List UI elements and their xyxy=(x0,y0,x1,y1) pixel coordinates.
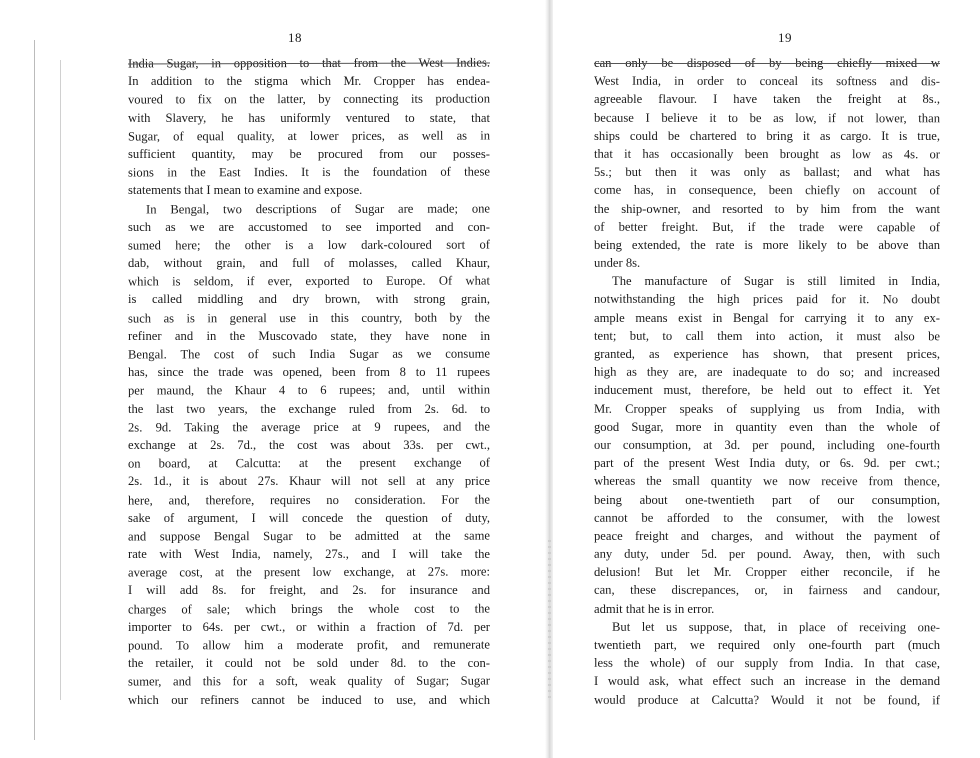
text-line: agreeable flavour. I have taken the freight at 8s., xyxy=(594,92,940,107)
text-line: ample means exist in Bengal for carrying it to any ex- xyxy=(594,310,940,325)
text-line: exchange at 2s. 7d., the cost was about 33s. per cwt., xyxy=(128,437,490,452)
text-line: 5s.; but then it was only as ballast; and what has xyxy=(594,165,940,180)
text-line: which is seldom, if ever, exported to Europe. Of what xyxy=(127,273,491,289)
text-line: can only be disposed of by being chiefly mixed w xyxy=(594,56,940,70)
text-line: sufficient quantity, may be procured from our posses- xyxy=(128,146,490,161)
page-number: 19 xyxy=(778,30,792,45)
text-line: I will add 8s. for freight, and 2s. for insurance and xyxy=(128,583,490,598)
text-line: But let us suppose, that, in place of receiving one- xyxy=(611,619,941,635)
text-line: pound. To allow him a moderate profit, and remunerate xyxy=(127,637,491,653)
text-line: 2s. 1d., it is about 27s. Khaur will not sell at any price xyxy=(128,474,490,489)
text-line: importer to 64s. per cwt., or within a fraction of 7d. per xyxy=(128,619,490,634)
text-line: West India, in order to conceal its softness and dis- xyxy=(593,73,941,89)
text-line: refiner and in the Muscovado state, they have none in xyxy=(128,328,490,343)
page-number: 18 xyxy=(288,30,302,45)
text-line: charges of sale; which brings the whole cost to the xyxy=(127,601,491,617)
text-line: ships could be chartered to bring it as cargo. It is true, xyxy=(594,128,940,143)
text-line: In Bengal, two descriptions of Sugar are made; one xyxy=(145,201,491,216)
page-text xyxy=(128,54,490,709)
text-line: high as they are, are inadequate to do so; and increased xyxy=(593,364,941,380)
text-line: whereas the small quantity we now receive from thence, xyxy=(593,474,941,489)
text-line: statements that I mean to examine and expose. xyxy=(128,183,363,198)
page-edge-line xyxy=(60,60,61,700)
text-line: can, these discrepances, or, in fairness and candour, xyxy=(593,583,941,598)
text-line: admit that he is in error. xyxy=(594,601,715,616)
text-line: on board, at Calcutta: at the present exchange of xyxy=(127,455,491,471)
text-line: rate with West India, namely, 27s., and I will take the xyxy=(128,547,490,562)
text-line: being extended, the rate is more likely to be above than xyxy=(594,237,940,252)
text-line: sumed here; the other is a low dark-coloured sort of xyxy=(127,237,491,253)
text-line: cannot be afforded to the consumer, with the lowest xyxy=(593,510,941,525)
page-text xyxy=(594,54,940,709)
text-line: part of the present West India duty, or 6s. 9d. per cwt.; xyxy=(594,456,940,471)
text-line: dab, without grain, and full of molasses, called Khaur, xyxy=(128,256,490,271)
text-line: inducement must, therefore, be held out to effect it. Yet xyxy=(594,383,940,398)
text-line: less the whole) of our supply from India. In that case, xyxy=(593,655,941,671)
text-line: the last two years, the exchange ruled from 2s. 6d. to xyxy=(128,401,490,416)
text-line: Mr. Cropper speaks of supplying us from India, with xyxy=(593,401,941,416)
text-line: per maund, the Khaur 4 to 6 rupees; and, until within xyxy=(127,382,491,398)
text-line: which our refiners cannot be induced to use, and which xyxy=(128,692,490,707)
text-line: would produce at Calcutta? Would it not be found, if xyxy=(593,692,941,707)
text-line: our consumption, at 3d. per pound, including one-fourth xyxy=(593,437,941,453)
text-line: of better freight. But, if the trade were capable of xyxy=(593,219,941,234)
text-line: average cost, at the present low exchange, at 27s. more: xyxy=(127,564,491,580)
text-line: has, since the trade was opened, been from 8 to 11 rupees xyxy=(128,365,490,380)
text-line: any duty, under 5d. per pound. Away, then, with such xyxy=(593,546,941,562)
gutter-speckle xyxy=(548,540,551,700)
text-line: In addition to the stigma which Mr. Cropper has endea- xyxy=(128,74,490,89)
text-line: 2s. 9d. Taking the average price at 9 rupees, and the xyxy=(127,419,491,435)
text-line: sake of argument, I will concede the question of duty, xyxy=(128,510,490,525)
text-line: tent; but, to call them into action, it must also be xyxy=(593,328,941,344)
text-line: under 8s. xyxy=(593,255,641,270)
text-line: voured to fix on the latter, by connecting its production xyxy=(127,91,491,107)
text-line: delusion! But let Mr. Cropper either reconcile, if he xyxy=(594,565,940,580)
text-line: is called middling and dry brown, with strong grain, xyxy=(128,292,490,307)
text-line: with Slavery, he has uniformly ventured to state, that xyxy=(128,110,490,125)
text-line: peace freight and charges, and without the payment of xyxy=(594,528,940,543)
text-line: India Sugar, in opposition to that from the West Indies. xyxy=(127,55,491,71)
text-line: Bengal. The cost of such India Sugar as we consume xyxy=(127,346,491,362)
text-line: sumer, and this for a soft, weak quality of Sugar; Sugar xyxy=(127,673,491,689)
text-line: the ship-owner, and resorted to by him from the want xyxy=(594,201,940,216)
text-line: come has, in consequence, been chiefly on account of xyxy=(593,183,941,198)
text-line: sions in the East Indies. It is the foundation of these xyxy=(127,164,491,180)
text-line: and suppose Bengal Sugar to be admitted at the same xyxy=(127,528,491,544)
text-line: I would ask, what effect such an increase in the demand xyxy=(594,674,940,689)
page-edge-line xyxy=(34,40,35,740)
text-line: notwithstanding the high prices paid for it. No doubt xyxy=(593,292,941,307)
text-line: Sugar, of equal quality, at lower prices, as well as in xyxy=(127,128,491,144)
text-line: such as we are accustomed to see imported and con- xyxy=(128,219,490,234)
text-line: twentieth part, we required only one-fourth part (much xyxy=(594,638,940,652)
text-line: such as is in general use in this country, both by the xyxy=(127,310,491,326)
text-line: because I believe it to be as low, if not lower, than xyxy=(593,110,941,125)
text-line: the retailer, it could not be sold under 8d. to the con- xyxy=(128,656,490,671)
text-line: being about one-twentieth part of our consumption, xyxy=(594,492,940,507)
text-line: good Sugar, more in quantity even than the whole of xyxy=(594,419,940,434)
text-line: granted, as experience has shown, that present prices, xyxy=(594,347,940,361)
text-line: here, and, therefore, requires no consideration. For the xyxy=(127,492,491,507)
text-line: that it has occasionally been brought as low as 4s. or xyxy=(593,146,941,162)
text-line: The manufacture of Sugar is still limited in India, xyxy=(612,274,940,289)
